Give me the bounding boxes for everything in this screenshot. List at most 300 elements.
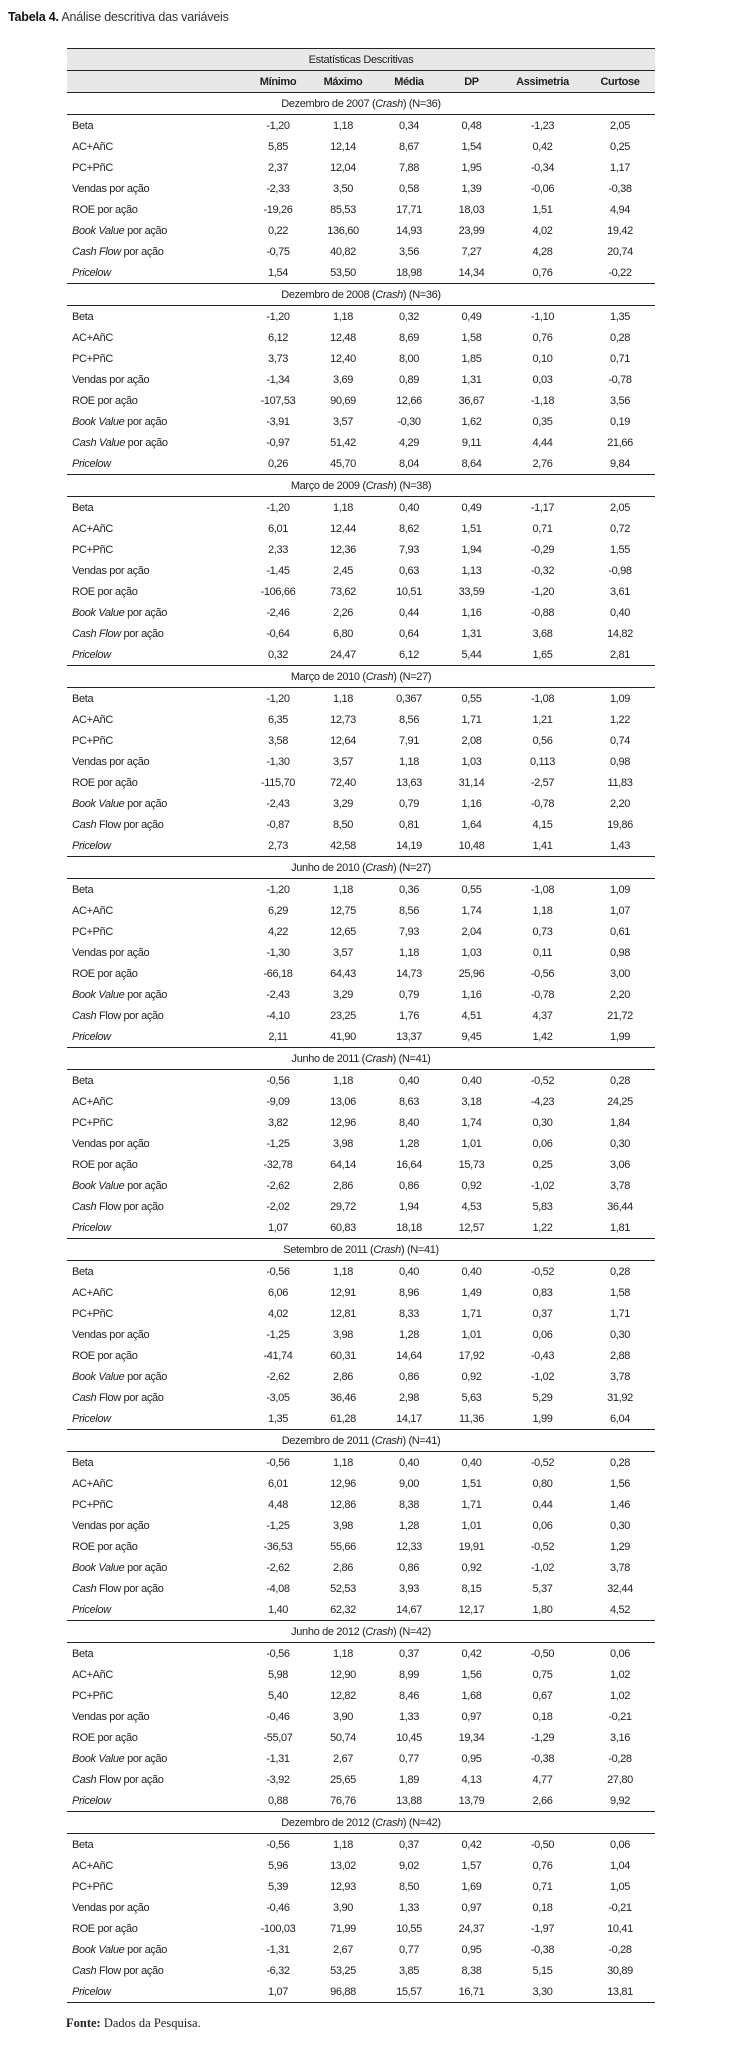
cell-value: 24,37 <box>458 1922 485 1935</box>
section-header-row <box>67 1812 655 1834</box>
cell-value: 1,18 <box>332 119 353 132</box>
cell-value: 8,50 <box>398 1880 419 1893</box>
row-label-text: por ação <box>120 245 164 258</box>
cell-value: 25,65 <box>330 1773 356 1786</box>
table-row <box>67 1387 655 1408</box>
row-label-italic: Pricelow <box>72 1603 111 1616</box>
row-label-italic: Book Value <box>72 797 125 810</box>
cell-value: 1,81 <box>585 1217 655 1239</box>
cell-value: 8,56 <box>398 904 419 917</box>
row-label <box>67 327 245 348</box>
cell-value: 1,18 <box>398 755 419 768</box>
cell-value: 8,50 <box>332 818 353 831</box>
row-label-text: AC+AñC <box>72 1286 114 1299</box>
cell-value: -1,31 <box>266 1752 290 1765</box>
row-label-text: Beta <box>72 692 94 705</box>
cell-value: -1,25 <box>266 1328 290 1341</box>
cell-value: -1,29 <box>530 1731 555 1744</box>
cell-value: 1,18 <box>332 1265 353 1278</box>
cell-value: -1,20 <box>266 501 290 514</box>
cell-value: 12,93 <box>330 1880 356 1893</box>
cell-value: -0,34 <box>530 161 555 174</box>
table-row <box>67 1452 655 1474</box>
cell-value: 9,84 <box>585 453 655 475</box>
cell-value: 18,03 <box>458 203 485 216</box>
cell-value: 1,71 <box>610 1307 631 1320</box>
row-label <box>67 602 245 623</box>
column-header: Média <box>375 71 443 93</box>
cell-value: -0,98 <box>608 564 632 577</box>
cell-value: 1,18 <box>332 1074 353 1087</box>
row-label <box>67 241 245 262</box>
row-label-text: por ação <box>124 436 168 449</box>
cell-value: 9,02 <box>398 1859 419 1872</box>
cell-value: 4,53 <box>461 1200 482 1213</box>
cell-value: 12,44 <box>330 522 356 535</box>
column-header: Assimetria <box>500 71 585 93</box>
row-label-text: Beta <box>72 1456 94 1469</box>
cell-value: 4,02 <box>267 1307 288 1320</box>
cell-value: 12,96 <box>330 1477 356 1490</box>
row-label <box>67 390 245 411</box>
table-row <box>67 1026 655 1048</box>
row-label <box>67 1790 245 1812</box>
cell-value: 0,10 <box>532 352 553 365</box>
cell-value: 1,56 <box>461 1668 482 1681</box>
row-label <box>67 581 245 602</box>
cell-value: 1,51 <box>532 203 553 216</box>
cell-value: 1,94 <box>461 543 482 556</box>
table-row <box>67 1345 655 1366</box>
table-row <box>67 1939 655 1960</box>
cell-value: -55,07 <box>263 1731 293 1744</box>
section-title-suffix: ) (N=38) <box>393 479 432 492</box>
cell-value: -1,20 <box>266 310 290 323</box>
row-label-italic: Pricelow <box>72 266 111 279</box>
row-label <box>67 751 245 772</box>
section-title-italic: Crash <box>365 670 394 683</box>
cell-value: 2,67 <box>332 1752 353 1765</box>
table-title-row <box>67 49 655 71</box>
row-label-italic: Book Value <box>72 1561 125 1574</box>
row-label-text: ROE por ação <box>72 1349 138 1362</box>
cell-value: 0,63 <box>398 564 419 577</box>
cell-value: 1,40 <box>245 1599 311 1621</box>
cell-value: 7,88 <box>398 161 419 174</box>
cell-value: 2,81 <box>585 644 655 666</box>
table-row <box>67 1664 655 1685</box>
cell-value: 0,42 <box>532 140 553 153</box>
row-label-text: por ação <box>124 224 168 237</box>
cell-value: 3,90 <box>332 1901 353 1914</box>
cell-value: 2,86 <box>332 1561 353 1574</box>
cell-value: 8,46 <box>398 1689 419 1702</box>
cell-value: 0,35 <box>532 415 553 428</box>
cell-value: 1,01 <box>461 1519 482 1532</box>
row-label-text: Flow por ação <box>96 818 164 831</box>
row-label-text: Vendas por ação <box>72 1901 150 1914</box>
table-row <box>67 1643 655 1665</box>
cell-value: 10,51 <box>396 585 422 598</box>
table-row <box>67 1154 655 1175</box>
row-label-italic: Cash <box>72 1009 97 1022</box>
cell-value: 1,33 <box>398 1901 419 1914</box>
row-label <box>67 539 245 560</box>
cell-value: 1,51 <box>461 1477 482 1490</box>
cell-value: 12,90 <box>330 1668 356 1681</box>
row-label <box>67 1664 245 1685</box>
row-label-text: PC+PñC <box>72 352 114 365</box>
cell-value: 2,98 <box>398 1391 419 1404</box>
table-row <box>67 199 655 220</box>
table-row <box>67 1536 655 1557</box>
cell-value: -4,23 <box>530 1095 555 1108</box>
row-label-italic: Book Value <box>72 224 125 237</box>
row-label-italic: Book Value <box>72 1943 125 1956</box>
row-label-italic: Pricelow <box>72 1412 111 1425</box>
section-header-row <box>67 284 655 306</box>
row-label-text: Beta <box>72 119 94 132</box>
cell-value: 1,03 <box>461 946 482 959</box>
cell-value: 0,49 <box>461 501 482 514</box>
cell-value: 3,56 <box>610 394 631 407</box>
cell-value: 40,82 <box>330 245 356 258</box>
row-label-text: AC+AñC <box>72 1859 114 1872</box>
cell-value: 2,08 <box>461 734 482 747</box>
cell-value: 0,71 <box>532 522 553 535</box>
cell-value: 2,26 <box>332 606 353 619</box>
row-label-text: Flow por ação <box>96 1773 164 1786</box>
cell-value: 2,73 <box>245 835 311 857</box>
cell-value: 5,37 <box>532 1582 553 1595</box>
cell-value: -0,64 <box>266 627 290 640</box>
row-label <box>67 984 245 1005</box>
cell-value: 136,60 <box>327 224 359 237</box>
cell-value: -0,52 <box>530 1074 555 1087</box>
row-label-text: por ação <box>124 1752 168 1765</box>
cell-value: 14,17 <box>375 1408 443 1430</box>
cell-value: 4,02 <box>532 224 553 237</box>
cell-value: 6,29 <box>267 904 288 917</box>
cell-value: 2,33 <box>267 543 288 556</box>
row-label-text: Vendas por ação <box>72 1519 150 1532</box>
section-title-prefix: Dezembro de 2011 ( <box>281 1434 375 1447</box>
section-title-suffix: ) (N=41) <box>392 1052 431 1065</box>
row-label-italic: Cash <box>72 1391 97 1404</box>
cell-value: 1,31 <box>461 627 482 640</box>
section-title-italic: Crash <box>365 861 393 874</box>
row-label <box>67 942 245 963</box>
cell-value: 0,28 <box>610 1265 631 1278</box>
cell-value: 8,38 <box>461 1964 482 1977</box>
row-label <box>67 623 245 644</box>
cell-value: 3,57 <box>332 946 353 959</box>
row-label <box>67 1918 245 1939</box>
cell-value: 1,62 <box>461 415 482 428</box>
cell-value: 19,91 <box>458 1540 485 1553</box>
table-row <box>67 709 655 730</box>
row-label <box>67 1599 245 1621</box>
row-label-text: AC+AñC <box>72 331 114 344</box>
cell-value: -0,52 <box>530 1456 555 1469</box>
cell-value: -66,18 <box>263 967 293 980</box>
row-label-text: Vendas por ação <box>72 946 150 959</box>
cell-value: 0,76 <box>532 1859 553 1872</box>
cell-value: -1,20 <box>530 585 555 598</box>
cell-value: 14,19 <box>375 835 443 857</box>
cell-value: -1,17 <box>530 501 555 514</box>
cell-value: 1,18 <box>398 946 419 959</box>
cell-value: 1,55 <box>610 543 631 556</box>
row-label-italic: Cash <box>72 1964 97 1977</box>
cell-value: 2,86 <box>332 1179 353 1192</box>
cell-value: 0,28 <box>610 1456 631 1469</box>
cell-value: 0,80 <box>532 1477 553 1490</box>
row-label <box>67 1578 245 1599</box>
cell-value: -0,29 <box>530 543 555 556</box>
cell-value: 64,43 <box>330 967 356 980</box>
row-label-text: PC+PñC <box>72 1307 114 1320</box>
cell-value: 71,99 <box>330 1922 356 1935</box>
cell-value: 1,71 <box>461 1307 482 1320</box>
section-header-row <box>67 1621 655 1643</box>
cell-value: 1,58 <box>461 331 482 344</box>
cell-value: 0,19 <box>610 415 631 428</box>
cell-value: 36,46 <box>330 1391 356 1404</box>
table-row <box>67 115 655 137</box>
cell-value: 1,54 <box>245 262 311 284</box>
cell-value: 6,12 <box>375 644 443 666</box>
cell-value: 24,25 <box>607 1095 633 1108</box>
row-label <box>67 1897 245 1918</box>
table-row <box>67 390 655 411</box>
cell-value: 13,79 <box>443 1790 500 1812</box>
cell-value: 1,33 <box>398 1710 419 1723</box>
table-row <box>67 241 655 262</box>
cell-value: 1,65 <box>500 644 585 666</box>
row-label <box>67 1960 245 1981</box>
cell-value: 0,30 <box>610 1137 631 1150</box>
cell-value: 4,77 <box>532 1773 553 1786</box>
cell-value: 8,15 <box>461 1582 482 1595</box>
row-label <box>67 1515 245 1536</box>
cell-value: 5,40 <box>267 1689 288 1702</box>
cell-value: 0,42 <box>461 1647 482 1660</box>
table-row <box>67 1918 655 1939</box>
row-label-text: Beta <box>72 1074 94 1087</box>
cell-value: 16,71 <box>443 1981 500 2003</box>
cell-value: 18,98 <box>375 262 443 284</box>
cell-value: 2,20 <box>610 988 631 1001</box>
table-row <box>67 730 655 751</box>
cell-value: 4,28 <box>532 245 553 258</box>
cell-value: 0,32 <box>245 644 311 666</box>
cell-value: 14,82 <box>607 627 633 640</box>
cell-value: 1,76 <box>398 1009 419 1022</box>
table-row <box>67 1070 655 1092</box>
row-label <box>67 1345 245 1366</box>
table-row <box>67 984 655 1005</box>
cell-value: 10,41 <box>607 1922 633 1935</box>
cell-value: 2,67 <box>332 1943 353 1956</box>
cell-value: 1,17 <box>610 161 631 174</box>
cell-value: 0,44 <box>532 1498 553 1511</box>
table-row <box>67 1196 655 1217</box>
cell-value: 4,48 <box>267 1498 288 1511</box>
cell-value: 53,25 <box>330 1964 356 1977</box>
section-title-italic: Crash <box>365 479 394 492</box>
table-row <box>67 178 655 199</box>
row-label <box>67 1408 245 1430</box>
row-label <box>67 835 245 857</box>
table-row <box>67 963 655 984</box>
row-label-text: Beta <box>72 310 94 323</box>
cell-value: -1,25 <box>266 1137 290 1150</box>
cell-value: -0,88 <box>530 606 555 619</box>
cell-value: 90,69 <box>330 394 356 407</box>
cell-value: -1,97 <box>530 1922 555 1935</box>
row-label <box>67 1091 245 1112</box>
table-row <box>67 518 655 539</box>
source-text: Dados da Pesquisa. <box>103 2016 201 2030</box>
cell-value: -1,34 <box>266 373 290 386</box>
cell-value: 13,63 <box>396 776 422 789</box>
row-label-text: Vendas por ação <box>72 755 150 768</box>
row-label <box>67 879 245 901</box>
cell-value: 3,78 <box>610 1179 631 1192</box>
row-label <box>67 1217 245 1239</box>
cell-value: 1,42 <box>500 1026 585 1048</box>
table-row <box>67 1217 655 1239</box>
cell-value: 1,28 <box>398 1328 419 1341</box>
cell-value: 0,55 <box>461 883 482 896</box>
row-label-text: ROE por ação <box>72 1731 138 1744</box>
cell-value: 4,13 <box>461 1773 482 1786</box>
cell-value: 1,29 <box>610 1540 631 1553</box>
row-label-text: por ação <box>124 1179 168 1192</box>
cell-value: 14,64 <box>396 1349 422 1362</box>
table-row <box>67 1261 655 1283</box>
cell-value: 8,40 <box>398 1116 419 1129</box>
row-label-text: ROE por ação <box>72 585 138 598</box>
cell-value: 4,29 <box>398 436 419 449</box>
cell-value: 0,367 <box>396 692 422 705</box>
cell-value: 8,62 <box>398 522 419 535</box>
cell-value: 51,42 <box>330 436 356 449</box>
table-row <box>67 1408 655 1430</box>
cell-value: -3,92 <box>266 1773 290 1786</box>
cell-value: 4,15 <box>532 818 553 831</box>
section-title <box>67 1430 655 1452</box>
cell-value: 3,50 <box>332 182 353 195</box>
section-title-italic: Crash <box>375 97 403 110</box>
cell-value: 8,99 <box>398 1668 419 1681</box>
cell-value: 17,92 <box>458 1349 485 1362</box>
row-label <box>67 1387 245 1408</box>
cell-value: 5,63 <box>461 1391 482 1404</box>
cell-value: 3,93 <box>398 1582 419 1595</box>
cell-value: 0,95 <box>461 1943 482 1956</box>
cell-value: -3,91 <box>266 415 290 428</box>
cell-value: 3,18 <box>461 1095 482 1108</box>
cell-value: 12,40 <box>330 352 356 365</box>
cell-value: 0,48 <box>461 119 482 132</box>
row-label-text: PC+PñC <box>72 161 114 174</box>
cell-value: -1,25 <box>266 1519 290 1532</box>
section-title-suffix: ) (N=41) <box>400 1243 439 1256</box>
table-row <box>67 1282 655 1303</box>
section-title-prefix: Março de 2010 ( <box>290 670 366 683</box>
cell-value: 1,54 <box>461 140 482 153</box>
table-row <box>67 900 655 921</box>
cell-value: 19,86 <box>607 818 633 831</box>
row-label <box>67 369 245 390</box>
row-label <box>67 730 245 751</box>
cell-value: -106,66 <box>260 585 296 598</box>
cell-value: 0,86 <box>398 1561 419 1574</box>
cell-value: 15,73 <box>458 1158 485 1171</box>
cell-value: 1,85 <box>461 352 482 365</box>
cell-value: 1,02 <box>610 1668 631 1681</box>
cell-value: -0,38 <box>608 182 632 195</box>
row-label-italic: Pricelow <box>72 457 111 470</box>
row-label <box>67 432 245 453</box>
table-row <box>67 411 655 432</box>
cell-value: 0,40 <box>398 1265 419 1278</box>
cell-value: -2,43 <box>266 797 290 810</box>
section-header-row <box>67 475 655 497</box>
row-label-text: Beta <box>72 1265 94 1278</box>
cell-value: 3,78 <box>610 1561 631 1574</box>
cell-value: -107,53 <box>260 394 296 407</box>
cell-value: 0,72 <box>610 522 631 535</box>
table-row <box>67 1303 655 1324</box>
cell-value: 14,73 <box>396 967 422 980</box>
row-label <box>67 1303 245 1324</box>
row-label <box>67 199 245 220</box>
cell-value: 73,62 <box>330 585 356 598</box>
table-row <box>67 751 655 772</box>
cell-value: -115,70 <box>260 776 296 789</box>
cell-value: -0,38 <box>530 1752 555 1765</box>
row-label-text: ROE por ação <box>72 1540 138 1553</box>
row-label-text: AC+AñC <box>72 713 114 726</box>
cell-value: 11,36 <box>443 1408 500 1430</box>
row-label <box>67 921 245 942</box>
cell-value: 2,86 <box>332 1370 353 1383</box>
row-label-italic: Pricelow <box>72 1794 111 1807</box>
cell-value: -0,78 <box>530 797 555 810</box>
row-label-text: ROE por ação <box>72 203 138 216</box>
cell-value: 3,61 <box>610 585 631 598</box>
table-row <box>67 1578 655 1599</box>
cell-value: 3,98 <box>332 1519 353 1532</box>
cell-value: -9,09 <box>266 1095 290 1108</box>
row-label-text: por ação <box>124 1943 168 1956</box>
section-title-suffix: ) (N=36) <box>402 97 441 110</box>
table-row <box>67 1366 655 1387</box>
table-row <box>67 1515 655 1536</box>
cell-value: 29,72 <box>330 1200 356 1213</box>
caption-label: Tabela 4. <box>8 10 59 24</box>
cell-value: 1,18 <box>332 883 353 896</box>
cell-value: 14,93 <box>396 224 422 237</box>
row-label <box>67 518 245 539</box>
cell-value: 8,38 <box>398 1498 419 1511</box>
cell-value: 12,48 <box>330 331 356 344</box>
cell-value: 4,44 <box>532 436 553 449</box>
table-row <box>67 453 655 475</box>
